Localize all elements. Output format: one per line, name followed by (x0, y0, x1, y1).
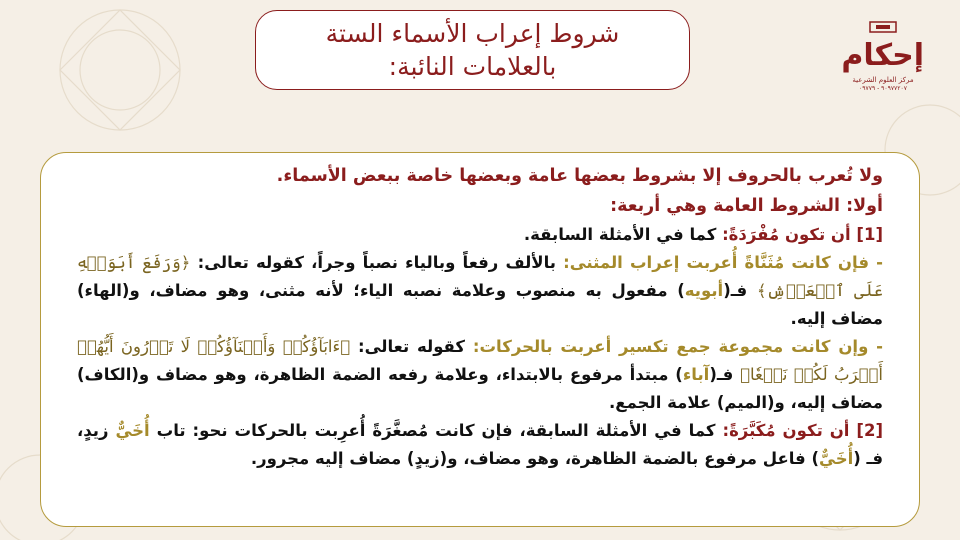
intro-text: ولا تُعرب بالحروف إلا بشروط بعضها عامة وبعضها خاصة ببعض الأسماء. (276, 166, 883, 186)
intro-paragraph (77, 161, 883, 191)
general-conditions-text: أولا: الشروط العامة وهي أربعة: (610, 196, 883, 216)
plural-text-2: فـ( (709, 365, 741, 384)
dual-paragraph (77, 249, 883, 333)
title-line-2: بالعلامات النائبة: (388, 52, 557, 81)
plural-paragraph (77, 333, 883, 417)
title-box (255, 10, 690, 90)
plural-text-3: ) مبتدأ مرفوع بالابتداء، وعلامة رفعه الضمة الظاهرة، وهو مضاف و(الكاف) مضاف إليه، و(الميم) علامة الجمع. (77, 365, 883, 412)
condition-2-text-2: زيدٍ، فـ ( (77, 421, 883, 468)
dual-example-word: أبويه (684, 281, 724, 300)
content-box (40, 152, 920, 527)
plural-quran-verse: ﴿ءَابَآؤُكُمۡ وَأَبۡنَآؤُكُمۡ لَا تَدۡرُونَ أَيُّهُمۡ أَقۡرَبُ لَكُمۡ نَفۡعٗا﴾ (77, 337, 883, 384)
condition-2-example-2: أُخَيٌّ (819, 449, 854, 468)
condition-2-label: [2] أن تكون مُكَبَّرَةً: (722, 421, 883, 440)
condition-2-paragraph (77, 417, 883, 473)
condition-2-text-3: ) فاعل مرفوع بالضمة الظاهرة، وهو مضاف، و(زيدٍ) مضاف إليه مجرور. (250, 449, 820, 468)
dual-quran-verse: ﴿وَرَفَعَ أَبَوَيۡهِ عَلَى ٱلۡعَرۡشِ﴾ (77, 253, 883, 300)
plural-example-word: آباء (682, 365, 710, 384)
logo-word: إحكام (841, 38, 924, 73)
plural-text-1: كقوله تعالى: (350, 337, 473, 356)
condition-2-text-1: كما في الأمثلة السابقة، فإن كانت مُصغَّرَةً أُعرِبت بالحركات نحو: تاب (149, 421, 723, 440)
title-line-1: شروط إعراب الأسماء الستة (325, 19, 620, 48)
condition-1-text: كما في الأمثلة السابقة. (523, 225, 723, 244)
logo-subtitle: مركز العلوم الشرعية (852, 76, 914, 84)
dual-text-3: ) مفعول به منصوب وعلامة نصبه الياء؛ لأنه مثنى، وهو مضاف، و(الهاء) مضاف إليه. (77, 281, 883, 328)
logo-emblem-icon (868, 20, 898, 34)
condition-2-example-1: أُخَيٌّ (115, 421, 150, 440)
logo-subtitle-2: ٩٠٩٧٧٢٠٧ - ٠٩٧٧٩ (859, 85, 907, 92)
condition-1-label: [1] أن تكون مُفْرَدَةً: (722, 225, 883, 244)
dual-label: - فإن كانت مُثَنَّاةً أُعربت إعراب المثنى: (563, 253, 883, 272)
dual-text-2: فـ( (723, 281, 757, 300)
plural-label: - وإن كانت مجموعة جمع تكسير أعربت بالحركات: (472, 337, 883, 356)
dual-text-1: بالألف رفعاً وبالياء نصباً وجراً، كقوله تعالى: (190, 253, 564, 272)
general-conditions-heading (77, 191, 883, 221)
logo (842, 20, 924, 100)
condition-1-paragraph (77, 221, 883, 249)
